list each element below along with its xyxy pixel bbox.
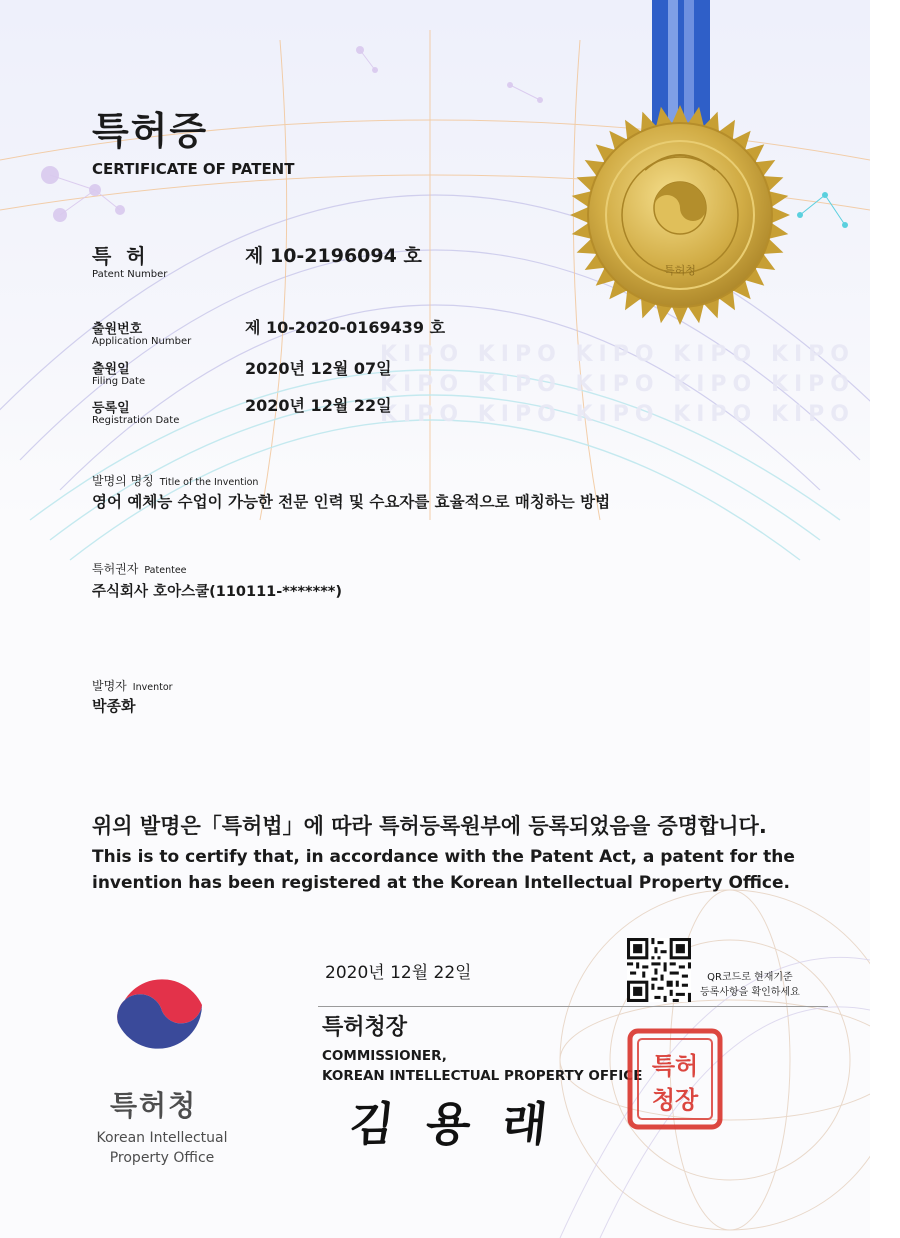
filing-date-label-en: Filing Date	[92, 376, 146, 387]
registration-date-value: 2020년 12월 22일	[245, 396, 392, 415]
official-title-en-line1: COMMISSIONER,	[322, 1048, 447, 1064]
filing-date-label-ko: 출원일	[92, 362, 130, 377]
divider-line	[318, 1006, 828, 1007]
kipo-logo-text-en: Korean Intellectual Property Office	[96, 1130, 228, 1166]
kipo-logo-text-ko: 특허청	[110, 1089, 198, 1122]
issue-date: 2020년 12월 22일	[325, 963, 472, 983]
filing-date-value: 2020년 12월 07일	[245, 359, 392, 378]
inventor-value: 박종화	[92, 697, 136, 715]
page-edge	[870, 0, 900, 1238]
registration-date-label-en: Registration Date	[92, 415, 180, 426]
application-number-label-en: Application Number	[92, 336, 192, 347]
red-stamp-icon	[627, 1028, 723, 1130]
svg-text:청장: 청장	[651, 1086, 699, 1114]
inventor-label: 발명자 Inventor	[92, 679, 173, 693]
certificate-title-en: CERTIFICATE OF PATENT	[92, 160, 295, 178]
application-number-value: 제 10-2020-0169439 호	[245, 318, 446, 337]
certification-statement-ko: 위의 발명은「특허법」에 따라 특허등록원부에 등록되었음을 증명합니다.	[92, 814, 767, 838]
patent-number-label-en: Patent Number	[92, 269, 168, 280]
application-number-label-ko: 출원번호	[92, 322, 143, 337]
watermark: KIPO KIPO KIPO KIPO KIPO KIPO KIPO KIPO KIPO KIPO KIPO KIPO KIPO KIPO KIPO	[380, 342, 855, 427]
registration-date-label-ko: 등록일	[92, 401, 130, 416]
svg-text:특허: 특허	[651, 1052, 699, 1080]
patent-number-value: 제 10-2196094 호	[245, 245, 422, 267]
kipo-logo-icon	[110, 965, 210, 1065]
certificate-title-ko: 특허증	[92, 109, 209, 153]
official-title-ko: 특허청장	[322, 1015, 408, 1040]
patentee-label: 특허권자 Patentee	[92, 562, 187, 576]
signature: 김 용 래	[346, 1097, 558, 1151]
invention-title-value: 영어 예체능 수업이 가능한 전문 인력 및 수요자를 효율적으로 매칭하는 방법	[92, 493, 611, 511]
certification-statement-en-line2: invention has been registered at the Korean Intellectual Property Office.	[92, 873, 790, 893]
certification-statement-en-line1: This is to certify that, in accordance with the Patent Act, a patent for the	[92, 847, 795, 867]
patentee-value: 주식회사 호아스쿨(110111-*******)	[92, 584, 342, 600]
qr-code-icon[interactable]	[627, 938, 691, 1002]
patent-number-label-ko: 특 허	[92, 244, 150, 268]
official-title-en-line2: KOREAN INTELLECTUAL PROPERTY OFFICE	[322, 1068, 643, 1084]
invention-title-label: 발명의 명칭 Title of the Invention	[92, 474, 259, 488]
qr-note: QR코드로 현재기준 등록사항을 확인하세요	[700, 972, 800, 998]
seal-text: 특허청	[664, 264, 696, 277]
